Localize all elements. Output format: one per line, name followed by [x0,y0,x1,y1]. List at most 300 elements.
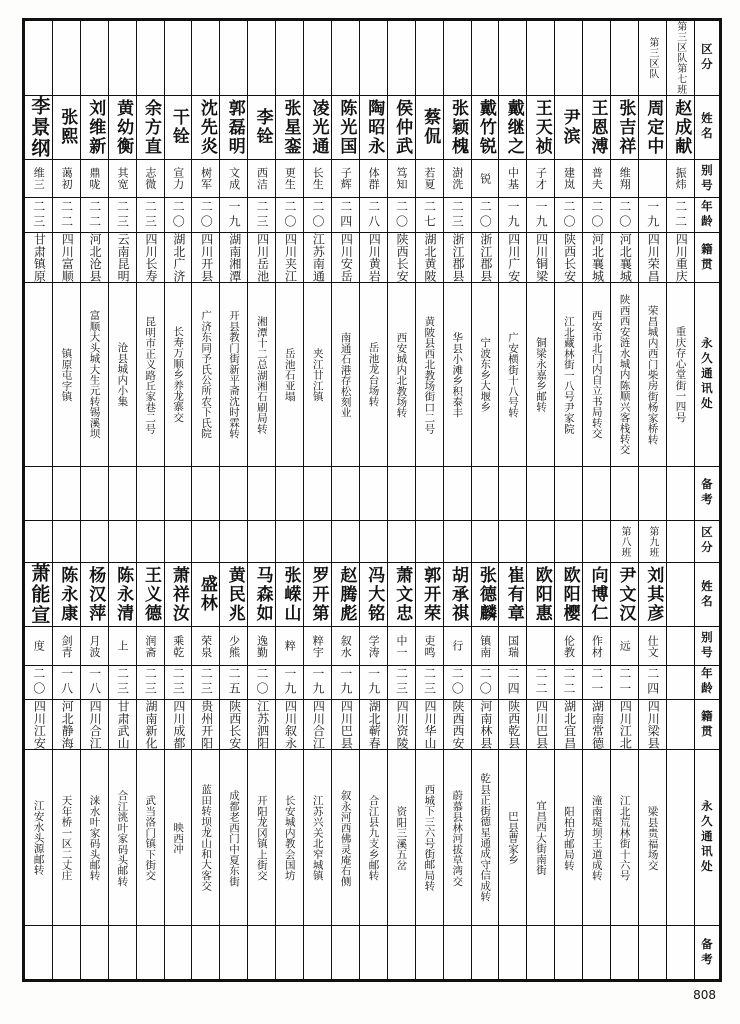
cell-name [304,562,332,626]
cell-alias-text: 其宽 [115,167,129,190]
cell-native [499,700,527,750]
row-label-note-text: 备考 [699,937,714,968]
cell-address [611,750,639,925]
cell-address-text: 夹江廿江镇 [311,347,324,402]
row-label-group [694,21,719,96]
cell-alias-text: 若夏 [422,167,436,190]
cell-native-text: 陕西乾县 [506,700,521,750]
cell-note [192,925,220,979]
cell-native-text: 四川荣昌 [646,233,661,283]
cell-group [443,21,471,96]
cell-note [499,466,527,520]
cell-group [52,21,80,96]
cell-name-text: 戴继之 [503,98,524,156]
cell-name-text: 罗开第 [308,565,329,624]
cell-group-text: 第八班 [618,525,630,558]
row-label-age-text: 年龄 [699,667,714,698]
cell-alias [443,627,471,666]
cell-address [192,283,220,466]
cell-address [25,750,53,925]
cell-name-text: 萧能宣 [28,563,51,626]
cell-age-text: 二七 [422,200,437,231]
cell-native-text: 四川江安 [32,700,47,750]
cell-note [136,466,164,520]
cell-group [136,520,164,562]
cell-alias [499,159,527,198]
cell-group [527,520,555,562]
cell-note [164,466,192,520]
cell-group [555,21,583,96]
cell-name-text: 张嵘山 [280,565,301,624]
cell-native-text: 四川成都 [171,700,186,750]
cell-address-text: 南通石港存松刻业 [339,331,352,418]
cell-note [499,925,527,979]
cell-address [443,283,471,466]
cell-age [136,665,164,700]
cell-native [304,700,332,750]
cell-age [527,665,555,700]
cell-alias-text: 镇南 [478,634,492,657]
table-row [25,95,720,159]
cell-address-text: 映西冲 [172,821,185,854]
cell-native [471,233,499,283]
cell-alias [164,627,192,666]
cell-name-text: 王恩溥 [587,98,608,156]
cell-alias-text: 西洁 [255,167,269,190]
cell-age [415,665,443,700]
cell-alias [304,627,332,666]
cell-alias [666,627,694,666]
cell-address [583,750,611,925]
cell-note [80,925,108,979]
cell-note [443,925,471,979]
cell-name-text: 胡承祺 [447,565,468,624]
cell-address-text: 开县教门街新平斋沈时霖转 [227,310,240,439]
cell-native [331,233,359,283]
cell-address [331,750,359,925]
cell-note [220,925,248,979]
cell-age-text: 二三 [115,200,130,231]
cell-age-text: 二〇 [617,200,632,231]
cell-native-text: 四川合江 [88,700,103,750]
cell-name [415,562,443,626]
cell-address [359,283,387,466]
table-row [25,700,720,750]
table-row [25,198,720,233]
cell-alias [25,159,53,198]
row-label-alias-text: 别号 [699,630,714,661]
table-row [25,925,720,979]
cell-native [527,700,555,750]
cell-group [108,21,136,96]
cell-group [666,21,694,96]
cell-name [666,562,694,626]
cell-group [499,21,527,96]
cell-alias [52,159,80,198]
cell-native-text: 河南林县 [478,700,493,750]
cell-alias-text: 上 [115,640,129,652]
cell-age-text: 二〇 [31,667,46,698]
cell-native-text: 河北静海 [60,700,75,750]
cell-address-text: 长安城内教会国坊 [283,794,296,881]
cell-native-text: 四川巴县 [534,700,549,750]
cell-age-text: 一九 [366,667,381,698]
cell-name-text: 张熙 [57,108,78,147]
cell-note [611,466,639,520]
cell-alias [638,159,666,198]
cell-name [527,95,555,159]
cell-native-text: 湖北广济 [171,233,186,283]
cell-native [331,700,359,750]
cell-address-text: 沧县城内小集 [116,342,129,407]
cell-age [276,665,304,700]
cell-native-text: 浙江郡县 [450,233,465,283]
cell-native [164,233,192,283]
cell-alias [192,159,220,198]
cell-note [276,466,304,520]
cell-alias-text: 建岚 [562,167,576,190]
cell-age [331,665,359,700]
cell-native-text: 四川资陵 [395,700,410,750]
cell-name [331,95,359,159]
cell-name-text: 萧祥汝 [168,565,189,624]
cell-address [108,750,136,925]
cell-group [471,520,499,562]
row-label-address-text: 永久通讯处 [699,800,714,876]
cell-alias [248,627,276,666]
cell-native [25,700,53,750]
cell-age-text: 二四 [645,667,660,698]
cell-name [471,562,499,626]
cell-address [108,283,136,466]
cell-note [666,925,694,979]
cell-group [359,520,387,562]
row-label-note [694,925,719,979]
cell-native [555,233,583,283]
cell-name-text: 余方直 [141,98,161,156]
row-label-name-text: 姓名 [699,112,714,143]
cell-native [276,700,304,750]
cell-native [638,700,666,750]
cell-address [52,750,80,925]
cell-address-text: 西安城内北教场转 [395,331,408,418]
cell-name [25,562,53,626]
cell-note [555,925,583,979]
cell-alias [331,627,359,666]
row-label-address [694,283,719,466]
cell-group [80,520,108,562]
cell-note [331,466,359,520]
cell-address-text: 陕西西安涟水城内陈顺兴客栈转交 [618,294,631,455]
cell-name [52,562,80,626]
cell-native [666,700,694,750]
table-row [25,283,720,466]
cell-name [52,95,80,159]
cell-note [304,925,332,979]
cell-alias [499,627,527,666]
cell-address-text: 资阳三溪五岔 [395,805,408,870]
cell-address-text: 铜梁永嘉乡邮转 [534,337,547,412]
cell-name [80,562,108,626]
cell-address [555,283,583,466]
cell-group [248,21,276,96]
cell-address [164,750,192,925]
cell-native [304,233,332,283]
cell-age [555,198,583,233]
cell-name-text: 赵成献 [671,98,692,156]
cell-alias-text: 文成 [227,167,241,190]
cell-address [499,750,527,925]
cell-note [555,466,583,520]
cell-alias [304,159,332,198]
cell-native [220,700,248,750]
row-label-name-text: 姓名 [699,579,714,610]
cell-name [666,95,694,159]
cell-native [611,233,639,283]
cell-alias [276,159,304,198]
cell-name-text: 郭开荣 [420,565,441,624]
cell-age [304,665,332,700]
cell-alias-text: 宣力 [171,167,185,190]
cell-age-text: 二二 [534,667,549,698]
cell-address [666,750,694,925]
cell-group [304,520,332,562]
cell-note [527,925,555,979]
cell-age-text: 二〇 [478,200,493,231]
cell-native [164,700,192,750]
cell-name [638,95,666,159]
cell-native-text: 河北襄城 [590,233,605,283]
cell-alias-text: 乘乾 [171,634,185,657]
cell-name [611,562,639,626]
cell-note [276,925,304,979]
cell-alias [136,627,164,666]
cell-name-text: 刘维新 [85,98,106,156]
cell-note [611,925,639,979]
cell-age-text: 二三 [394,667,409,698]
cell-address-text: 宜昌西大街南街 [534,800,547,876]
cell-name-text: 刘其彦 [643,565,664,624]
cell-native-text: 四川富顺 [60,233,75,283]
cell-native [443,233,471,283]
cell-address-text: 乾县正街德星通成守信成转 [479,773,492,902]
cell-native-text: 四川开县 [199,233,214,283]
cell-native [108,700,136,750]
cell-age [387,665,415,700]
cell-age [331,198,359,233]
page-number: 808 [693,988,716,1002]
cell-native-text: 湖南湘潭 [227,233,242,283]
cell-age-text: 二〇 [199,200,214,231]
cell-age [248,665,276,700]
cell-age-text: 一九 [645,200,660,231]
cell-native-text: 四川夹江 [283,233,298,283]
row-label-alias-text: 别号 [699,163,714,194]
cell-alias-text: 仕文 [646,634,660,657]
cell-note [415,925,443,979]
cell-name-text: 欧阳惠 [531,565,552,624]
cell-note [25,925,53,979]
cell-group [276,21,304,96]
cell-name-text: 尹文汉 [615,565,636,624]
cell-age-text: 二三 [255,200,269,231]
cell-note [415,466,443,520]
cell-address-text: 合江县九支乡邮转 [367,794,380,881]
cell-age-text: 二〇 [394,200,409,231]
cell-age-text: 二八 [366,200,381,231]
cell-age-text: 一九 [534,200,549,231]
cell-age-text: 二二 [59,200,74,231]
cell-name [583,562,611,626]
cell-native [192,233,220,283]
table-row [25,750,720,925]
cell-age-text: 一八 [87,667,102,698]
cell-alias-text: 度 [32,640,46,652]
cell-alias [471,159,499,198]
cell-address [25,283,53,466]
cell-group [415,520,443,562]
cell-group [220,21,248,96]
cell-alias [555,159,583,198]
cell-name-text: 郭磊明 [224,98,245,156]
cell-name-text: 欧阳樱 [559,565,580,624]
cell-native-text: 湖南新化 [143,700,158,750]
cell-native-text: 甘肃武山 [116,700,131,750]
row-label-note-text: 备考 [699,478,714,509]
cell-note [25,466,53,520]
row-label-group-text: 区分 [699,42,714,73]
cell-address-text: 西安市北门内自立书局转交 [590,310,603,439]
cell-alias [25,627,53,666]
cell-native [638,233,666,283]
cell-native [136,233,164,283]
cell-native [611,700,639,750]
cell-alias-text: 蔼初 [60,167,74,190]
cell-native-text: 陕西长安 [395,233,410,283]
cell-native [248,700,276,750]
cell-alias [527,159,555,198]
cell-address [527,283,555,466]
cell-native [359,700,387,750]
cell-group [80,21,108,96]
cell-age-text: 二四 [338,200,353,231]
cell-age-text: 一九 [506,200,521,231]
cell-native-text: 甘肃镇原 [32,233,47,283]
cell-group [611,21,639,96]
cell-name [638,562,666,626]
cell-address-text: 江安水头源邮转 [32,800,45,876]
cell-group [359,21,387,96]
cell-note [331,925,359,979]
cell-native-text: 云南昆明 [116,233,131,283]
cell-native [192,700,220,750]
cell-alias-text: 笃知 [395,167,408,190]
cell-age-text: 二〇 [282,200,297,231]
cell-alias [136,159,164,198]
cell-age [638,665,666,700]
cell-age [136,198,164,233]
cell-group [248,520,276,562]
cell-name [387,562,415,626]
cell-alias-text: 远 [618,640,632,652]
cell-alias [471,627,499,666]
cell-address-text: 开阳龙冈镇上街交 [255,794,268,881]
cell-address-text: 成都老西门中夏东街 [227,789,240,886]
row-label-age-text: 年龄 [699,200,714,231]
cell-age-text: 二三 [31,200,46,231]
cell-group [164,21,192,96]
cell-address-text: 梁县贵福场交 [646,805,659,870]
cell-name [164,95,192,159]
cell-native-text: 四川合江 [311,700,326,750]
cell-alias-text: 振炜 [674,167,688,190]
table-row [25,627,720,666]
cell-native [387,233,415,283]
cell-name [136,95,164,159]
cell-alias [666,159,694,198]
cell-age-text: 一九 [338,667,353,698]
cell-address [583,283,611,466]
cell-age [52,198,80,233]
cell-native-text: 贵州开阳 [199,700,214,750]
cell-name-text: 冯大铭 [364,565,385,624]
cell-group [331,520,359,562]
table-row [25,233,720,283]
cell-address-text: 江苏兴关北窄城镇 [311,794,324,881]
cell-address-text: 巴县曹家乡 [507,810,520,865]
cell-native-text: 河北襄城 [618,233,633,283]
cell-group [331,21,359,96]
cell-alias-text: 子才 [534,167,548,190]
cell-address [638,283,666,466]
cell-native [443,700,471,750]
cell-group [527,21,555,96]
cell-native [359,233,387,283]
cell-alias [387,627,415,666]
cell-address-text: 蓝田转坝龙山和大客交 [200,784,213,892]
cell-note [52,466,80,520]
cell-age [164,198,192,233]
cell-alias-text: 更生 [283,167,297,190]
cell-note [80,466,108,520]
cell-name-text: 李景纲 [28,96,51,159]
cell-native-text: 四川梁县 [646,700,661,750]
cell-address [666,283,694,466]
cell-name-text: 张吉祥 [615,98,636,156]
row-label-native [694,233,719,283]
cell-alias-text: 润斋 [143,634,157,657]
cell-alias [276,627,304,666]
cell-alias-text: 学涛 [367,634,381,657]
cell-note [527,466,555,520]
cell-alias-text: 吏鸣 [422,634,436,657]
cell-name-text: 向博仁 [587,565,608,624]
cell-alias [80,159,108,198]
cell-name-text: 凌光通 [308,98,329,156]
cell-age [80,665,108,700]
cell-age [359,198,387,233]
cell-age [527,198,555,233]
cell-native [555,700,583,750]
cell-alias-text: 行 [450,640,464,652]
cell-name [443,562,471,626]
cell-alias-text: 澍洗 [450,167,464,190]
cell-group [192,520,220,562]
cell-native [25,233,53,283]
cell-name [276,562,304,626]
cell-address [80,283,108,466]
cell-address [52,283,80,466]
